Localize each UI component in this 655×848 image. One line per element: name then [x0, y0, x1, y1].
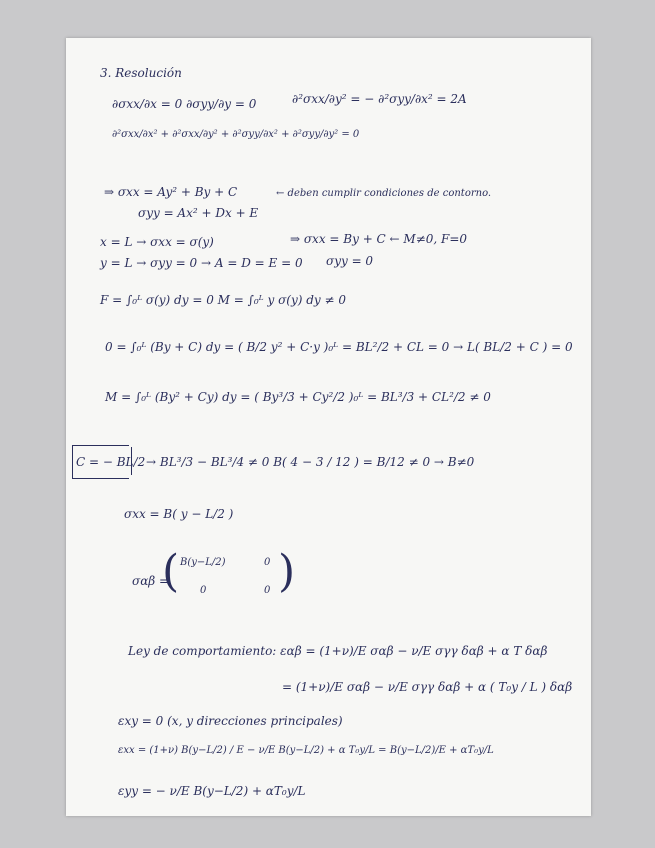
equilibrium-equations: ∂σxx/∂x = 0 ∂σyy/∂y = 0: [112, 97, 257, 111]
compatibility-relation: ∂²σxx/∂y² = − ∂²σyy/∂x² = 2A: [292, 92, 467, 106]
constitutive-law: Ley de comportamiento: εαβ = (1+ν)/E σαβ − ν/E σγγ δαβ + α T δαβ: [128, 644, 548, 658]
force-integral: 0 = ∫₀ᴸ (By + C) dy = ( B/2 y² + C·y )₀ᴸ = BL²/2 + CL = 0 → L( BL/2 + C ) = 0: [105, 340, 573, 354]
strain-exy: εxy = 0 (x, y direcciones principales): [118, 714, 343, 728]
moment-integral: M = ∫₀ᴸ (By² + Cy) dy = ( By³/3 + Cy²/2 )₀ᴸ = BL³/3 + CL²/2 ≠ 0: [105, 390, 491, 404]
handwritten-page: [66, 38, 591, 816]
boundary-y: y = L → σyy = 0 → A = D = E = 0: [100, 256, 303, 270]
matrix-entry-12: 0: [264, 557, 271, 568]
boundary-note: ← deben cumplir condiciones de contorno.: [276, 188, 492, 199]
boundary-x: x = L → σxx = σ(y): [100, 235, 214, 249]
constant-c-result: C = − BL/2: [76, 455, 146, 469]
stress-sxx-reduced: ⇒ σxx = By + C ← M≠0, F=0: [290, 232, 468, 246]
stress-tensor-label: σαβ =: [132, 574, 170, 588]
matrix-right-paren: ): [278, 546, 296, 597]
constitutive-law-expanded: = (1+ν)/E σαβ − ν/E σγγ δαβ + α ( T₀y / L ) δαβ: [282, 680, 573, 694]
stress-syy-zero: σyy = 0: [326, 254, 374, 268]
stress-syy-general: σyy = Ax² + Dx + E: [138, 206, 259, 220]
matrix-entry-21: 0: [200, 585, 207, 596]
stress-sxx-general: ⇒ σxx = Ay² + By + C: [104, 185, 238, 199]
stress-sxx-final: σxx = B( y − L/2 ): [124, 507, 234, 521]
matrix-entry-11: B(y−L/2): [180, 557, 226, 568]
strain-exx: εxx = (1+ν) B(y−L/2) / E − ν/E B(y−L/2) + α T₀y/L = B(y−L/2)/E + αT₀y/L: [118, 745, 494, 756]
matrix-entry-22: 0: [264, 585, 271, 596]
b-nonzero-check: → BL³/3 − BL³/4 ≠ 0 B( 4 − 3 / 12 ) = B/12 ≠ 0 → B≠0: [146, 455, 475, 469]
compatibility-equation: ∂²σxx/∂x² + ∂²σxx/∂y² + ∂²σyy/∂x² + ∂²σyy/∂y² = 0: [112, 129, 360, 140]
strain-eyy: εyy = − ν/E B(y−L/2) + αT₀y/L: [118, 784, 306, 798]
heading: 3. Resolución: [100, 66, 182, 80]
matrix-left-paren: (: [162, 546, 180, 597]
force-moment-conditions: F = ∫₀ᴸ σ(y) dy = 0 M = ∫₀ᴸ y σ(y) dy ≠ 0: [100, 293, 347, 307]
